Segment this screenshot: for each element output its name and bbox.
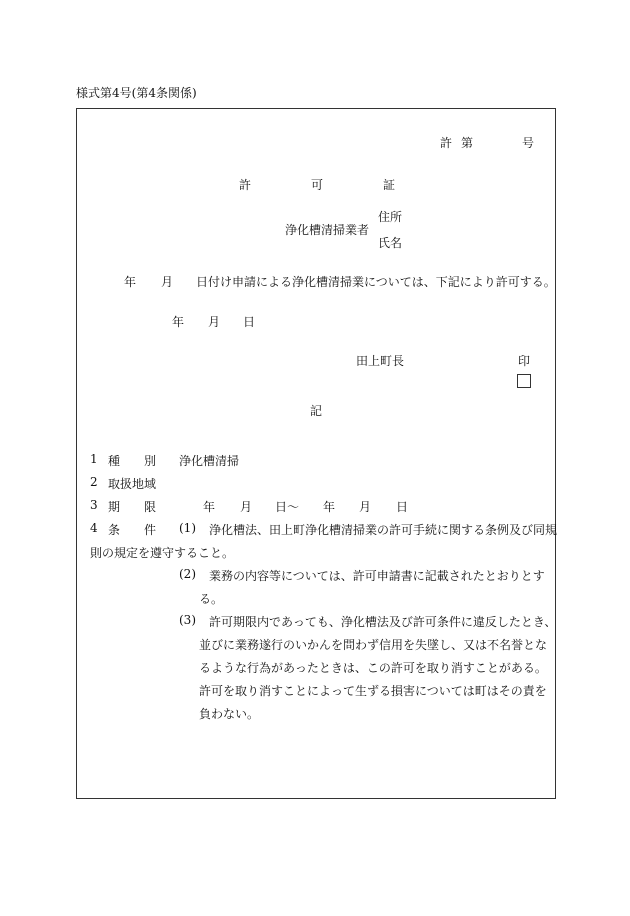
- condition-3-line: 許可を取り消すことによって生ずる損害については町はその責を: [199, 684, 547, 698]
- address-label: 住所: [378, 210, 403, 224]
- condition-2-number: (2): [179, 567, 196, 581]
- title-char-3: 証: [383, 178, 396, 192]
- item1-number: 1: [90, 452, 98, 466]
- date-day: 日: [243, 315, 256, 329]
- date-month: 月: [208, 315, 221, 329]
- condition-1-line: 則の規定を遵守すること。: [90, 546, 235, 560]
- condition-2-line: る。: [199, 592, 224, 606]
- item1-label-b: 別: [144, 454, 157, 468]
- statement-month: 月: [161, 275, 174, 289]
- item3-label-a: 期: [108, 500, 121, 514]
- seal-box: [517, 374, 531, 388]
- item2-number: 2: [90, 475, 98, 489]
- statement-year: 年: [124, 275, 137, 289]
- permit-number-label-2: 第: [461, 136, 474, 150]
- condition-2-line: 業務の内容等については、許可申請書に記載されたとおりとす: [209, 569, 545, 583]
- condition-3-line: 許可期限内であっても、浄化槽法及び許可条件に違反したとき、: [209, 615, 557, 629]
- item3-day-2: 日: [396, 500, 409, 514]
- item3-number: 3: [90, 498, 98, 512]
- permit-number-label-3: 号: [522, 136, 535, 150]
- item1-label-a: 種: [108, 454, 121, 468]
- item4-number: 4: [90, 521, 98, 535]
- item3-label-b: 限: [144, 500, 157, 514]
- statement-text: 日付け申請による浄化槽清掃業については、下記により許可する。: [196, 275, 556, 289]
- condition-3-line: 並びに業務遂行のいかんを問わず信用を失墜し、又は不名誉とな: [199, 638, 548, 652]
- condition-3-line: るような行為があったときは、この許可を取り消すことがある。: [199, 661, 547, 675]
- issuer: 田上町長: [356, 354, 405, 368]
- condition-3-line: 負わない。: [199, 707, 260, 721]
- applicant-role: 浄化槽清掃業者: [285, 223, 370, 237]
- title-char-1: 許: [239, 178, 252, 192]
- permit-number-label-1: 許: [440, 136, 453, 150]
- item3-day-1: 日～: [275, 500, 300, 514]
- condition-3-number: (3): [179, 613, 196, 627]
- item1-value: 浄化槽清掃: [179, 454, 240, 468]
- condition-1-line: 浄化槽法、田上町浄化槽清掃業の許可手続に関する条例及び同規: [209, 523, 558, 537]
- item2-label: 取扱地域: [108, 477, 157, 491]
- condition-1-number: (1): [179, 521, 196, 535]
- date-year: 年: [172, 315, 185, 329]
- item3-year-2: 年: [323, 500, 336, 514]
- title-char-2: 可: [311, 178, 324, 192]
- name-label: 氏名: [378, 236, 403, 250]
- item4-label-a: 条: [108, 523, 121, 537]
- notes-heading: 記: [310, 404, 323, 418]
- item4-label-b: 件: [144, 523, 157, 537]
- form-label: 様式第4号(第4条関係): [76, 86, 197, 100]
- seal-label: 印: [518, 354, 531, 368]
- item3-month-1: 月: [240, 500, 253, 514]
- item3-month-2: 月: [359, 500, 372, 514]
- item3-year-1: 年: [203, 500, 216, 514]
